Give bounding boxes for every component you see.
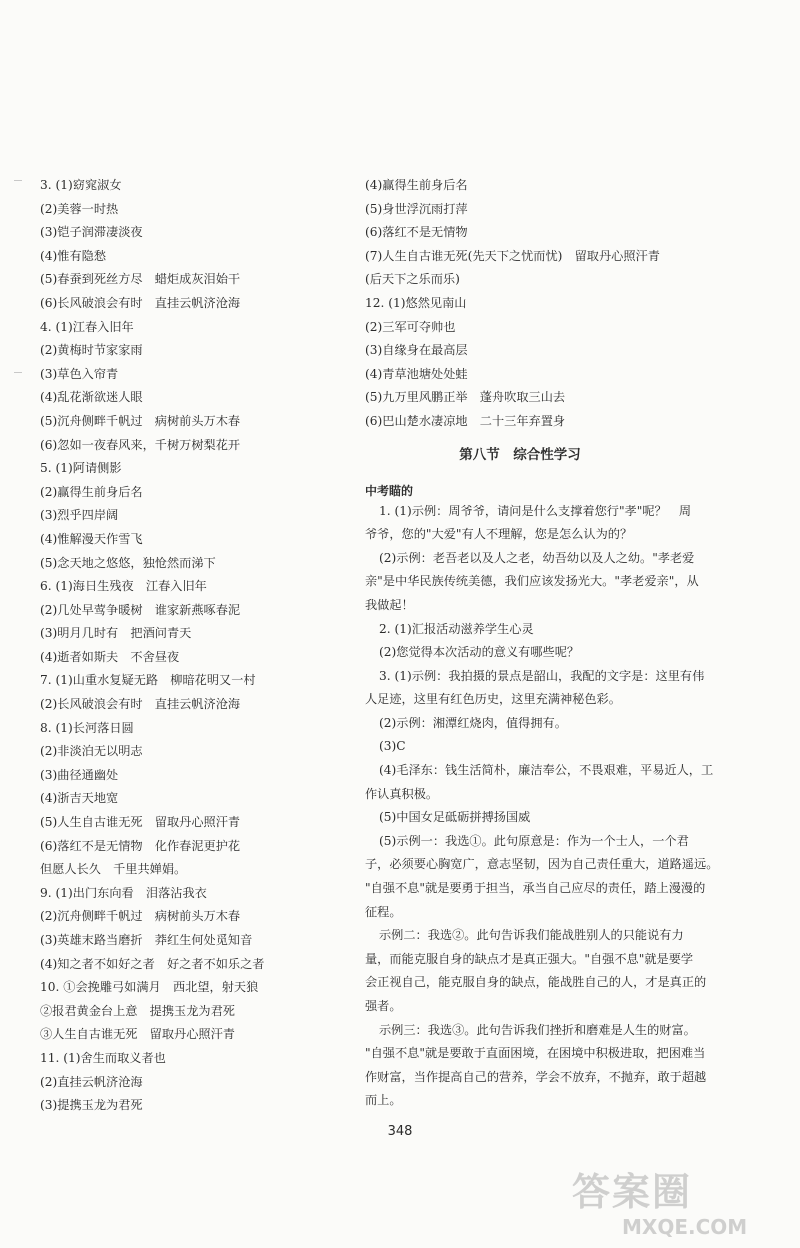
answer-line: (2)沉舟侧畔千帆过 病树前头万木春 bbox=[40, 909, 241, 924]
answer-line: (5)身世浮沉雨打萍 bbox=[365, 201, 468, 216]
answer-line: 12. (1)悠然见南山 bbox=[365, 295, 467, 310]
answer-line: (5)九万里风鹏正举 蓬舟吹取三山去 bbox=[365, 390, 566, 405]
answer-line: 子，必须要心胸宽广，意志坚韧，因为自己责任重大，道路遥远。 bbox=[365, 857, 719, 872]
watermark-url: MXQE.COM bbox=[622, 1215, 748, 1239]
answer-line: (4)青草池塘处处蛙 bbox=[365, 366, 468, 381]
answer-line: 作财富，当作提高自己的营养，学会不放弃，不抛弃，敢于超越 bbox=[365, 1069, 707, 1084]
answer-line: "自强不息"就是要勇于担当，承当自己应尽的责任，踏上漫漫的 bbox=[365, 881, 706, 896]
answer-line: (2)黄梅时节家家雨 bbox=[40, 343, 143, 358]
answer-line: (7)人生自古谁无死(先天下之忧而忧) 留取丹心照汗青 bbox=[365, 248, 660, 263]
answer-line: (6)巴山楚水凄凉地 二十三年弃置身 bbox=[365, 413, 566, 428]
subheading: 中考瞄的 bbox=[365, 483, 414, 498]
answer-line: (4)逝者如斯夫 不舍昼夜 bbox=[40, 649, 180, 664]
answer-line: 11. (1)舍生而取义者也 bbox=[40, 1050, 166, 1065]
answer-line: (4)赢得生前身后名 bbox=[365, 178, 468, 192]
answer-line: 6. (1)海日生残夜 江春入旧年 bbox=[40, 579, 207, 594]
answer-line: 3. (1)窈窕淑女 bbox=[40, 178, 122, 192]
answer-line: 人足迹，这里有红色历史，这里充满神秘色彩。 bbox=[365, 692, 621, 707]
answer-line: 10. ①会挽雕弓如满月 西北望，射天狼 bbox=[40, 980, 259, 995]
margin-mark bbox=[14, 372, 22, 373]
answer-line: (4)惟有隐愁 bbox=[40, 248, 107, 263]
answer-line: 征程。 bbox=[365, 904, 402, 919]
answer-line: (3)自缘身在最高层 bbox=[365, 343, 468, 358]
margin-mark bbox=[14, 180, 22, 181]
answer-line: 9. (1)出门东向看 泪落沾我衣 bbox=[40, 885, 207, 900]
answer-line: (4)浙吉天地宽 bbox=[40, 791, 119, 806]
answer-line: 而上。 bbox=[365, 1093, 402, 1108]
answer-line: 3. (1)示例：我拍摄的景点是韶山，我配的文字是：这里有伟 bbox=[379, 668, 705, 683]
answer-line: (2)示例：湘潭红烧肉，值得拥有。 bbox=[379, 715, 567, 730]
answer-line: (4)知之者不如好之者 好之者不如乐之者 bbox=[40, 956, 265, 971]
answer-line: (6)忽如一夜春风来，千树万树梨花开 bbox=[40, 437, 241, 452]
answer-line: 5. (1)阿请侧影 bbox=[40, 461, 122, 476]
answer-line: (2)示例：老吾老以及人之老，幼吾幼以及人之幼。"孝老爱 bbox=[379, 550, 695, 565]
answer-line: (3)曲径通幽处 bbox=[40, 767, 119, 782]
answer-line: (5)沉舟侧畔千帆过 病树前头万木春 bbox=[40, 413, 241, 428]
answer-line: (5)念天地之悠悠，独怆然而涕下 bbox=[40, 555, 216, 570]
answer-line: (3)明月几时有 把酒问青天 bbox=[40, 626, 192, 641]
answer-line: 亲"是中华民族传统美德，我们应该发扬光大。"孝老爱亲"，从 bbox=[365, 574, 699, 589]
watermark bbox=[572, 1170, 782, 1245]
answer-line: 但愿人长久 千里共婵娟。 bbox=[40, 862, 187, 877]
answer-line: "自强不息"就是要敢于直面困境，在困境中积极进取，把困难当 bbox=[365, 1046, 706, 1061]
page-number: 348 bbox=[387, 1124, 413, 1139]
answer-line: (2)直挂云帆济沧海 bbox=[40, 1074, 143, 1089]
answer-line: 2. (1)汇报活动滋养学生心灵 bbox=[379, 621, 534, 636]
answer-line: (6)落红不是无情物 bbox=[365, 225, 468, 240]
answer-line: 会正视自己，能克服自身的缺点，能战胜自己的人，才是真正的 bbox=[365, 975, 707, 990]
answer-line: (2)非淡泊无以明志 bbox=[40, 744, 143, 759]
answer-line: (3)铠子润滞凄淡夜 bbox=[40, 225, 143, 240]
answer-line: (2)您觉得本次活动的意义有哪些呢？ bbox=[379, 645, 580, 660]
section-title: 第八节 综合性学习 bbox=[459, 446, 581, 463]
answer-line: 示例二：我选②。此句告诉我们能战胜别人的只能说有力 bbox=[379, 928, 684, 943]
answer-line: 示例三：我选③。此句告诉我们挫折和磨难是人生的财富。 bbox=[379, 1022, 696, 1037]
answer-line: (3)C bbox=[379, 739, 406, 754]
answer-line: (3)草色入帘青 bbox=[40, 366, 119, 381]
answer-line: (5)中国女足砥砺拼搏扬国威 bbox=[379, 810, 531, 825]
answer-line: (3)烈乎四岸阔 bbox=[40, 508, 119, 523]
answer-line: (5)示例一：我选①。此句原意是：作为一个士人，一个君 bbox=[379, 833, 689, 848]
answer-line: 量，而能克服自身的缺点才是真正强大。"自强不息"就是要学 bbox=[365, 951, 694, 966]
answer-line: 强者。 bbox=[365, 999, 402, 1013]
answer-line: (4)惟解漫天作雪飞 bbox=[40, 531, 143, 546]
answer-line: 作认真积极。 bbox=[365, 786, 439, 801]
answer-line: (6)落红不是无情物 化作春泥更护花 bbox=[40, 838, 241, 853]
answer-line: (3)英雄末路当磨折 莽红生何处觅知音 bbox=[40, 933, 253, 947]
right-column bbox=[365, 174, 719, 1113]
answer-line: (后天下之乐而乐) bbox=[365, 272, 460, 287]
answer-line: 我做起！ bbox=[365, 597, 414, 612]
answer-line: (2)长风破浪会有时 直挂云帆济沧海 bbox=[40, 697, 241, 712]
answer-line: 1. (1)示例：周爷爷，请问是什么支撑着您行"孝"呢？ 周 bbox=[379, 503, 692, 518]
answer-line: ②报君黄金台上意 提携玉龙为君死 bbox=[40, 1003, 235, 1018]
answer-line: (4)毛泽东：钱生活简朴，廉洁奉公，不畏艰难，平易近人，工 bbox=[379, 763, 714, 778]
answer-line: (5)春蚕到死丝方尽 蜡炬成灰泪始干 bbox=[40, 272, 241, 287]
answer-line: (2)美蓉一时热 bbox=[40, 201, 119, 216]
answer-line: 8. (1)长河落日圆 bbox=[40, 720, 134, 735]
answer-line: (2)三军可夺帅也 bbox=[365, 319, 456, 334]
answer-line: (3)提携玉龙为君死 bbox=[40, 1098, 143, 1113]
answer-line: (4)乱花渐欲迷人眼 bbox=[40, 390, 143, 405]
answer-line: (6)长风破浪会有时 直挂云帆济沧海 bbox=[40, 295, 241, 310]
answer-line: ③人生自古谁无死 留取丹心照汗青 bbox=[40, 1027, 235, 1042]
answer-line: 爷爷，您的"大爱"有人不理解，您是怎么认为的？ bbox=[365, 527, 633, 542]
watermark-text: 答案圈 bbox=[572, 1170, 693, 1214]
left-column bbox=[40, 174, 340, 1118]
answer-line: (2)几处早莺争暖树 谁家新燕啄春泥 bbox=[40, 602, 241, 617]
answer-line: (2)赢得生前身后名 bbox=[40, 484, 143, 499]
answer-line: 4. (1)江春入旧年 bbox=[40, 319, 134, 334]
answer-line: 7. (1)山重水复疑无路 柳暗花明又一村 bbox=[40, 673, 256, 688]
answer-line: (5)人生自古谁无死 留取丹心照汗青 bbox=[40, 815, 241, 830]
